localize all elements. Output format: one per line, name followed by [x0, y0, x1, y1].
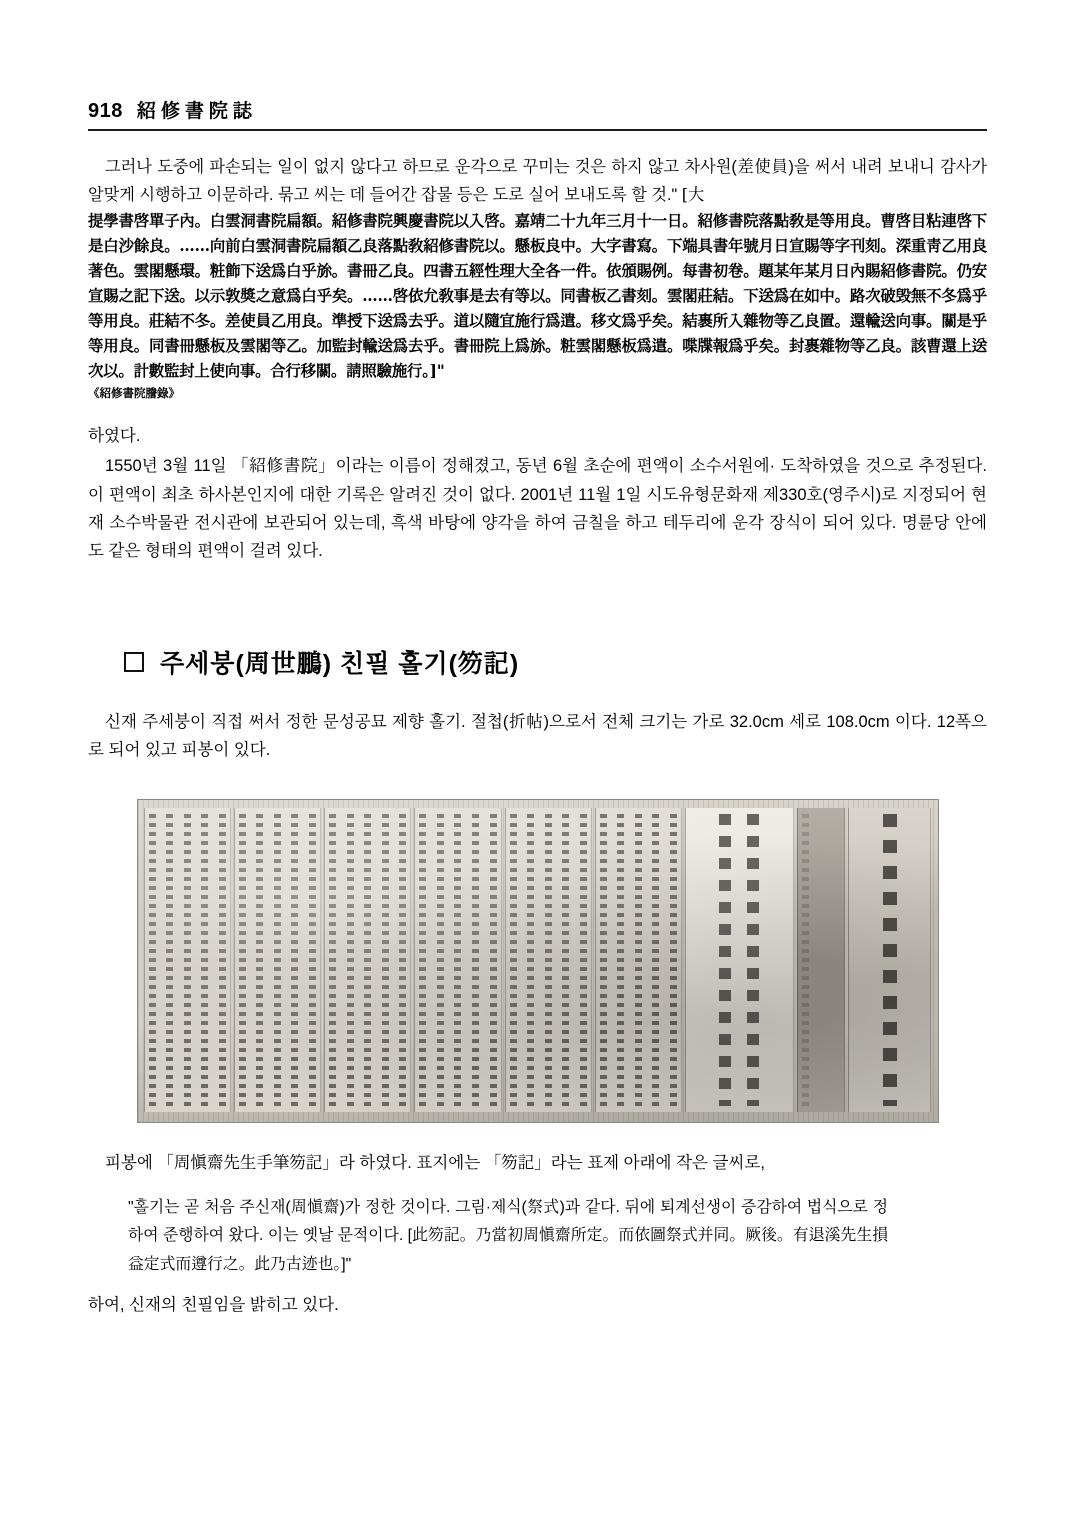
- quote-paragraph-text: 그러나 도중에 파손되는 일이 없지 않다고 하므로 운각으로 꾸미는 것은 하지 않고 차사원(差使員)을 써서 내려 보내니 감사가 알맞게 시행하고 이문하라. 묶고 씨는 데 들어간 잡물 등은 도로 실어 보내도록 할 것.": [88, 158, 987, 205]
- scroll-panel: [595, 808, 682, 1112]
- closing-line: 하여, 신재의 친필임을 밝히고 있다.: [88, 1295, 339, 1314]
- hanja-bracket-open: [大: [681, 185, 705, 205]
- scroll-panel: [234, 808, 321, 1112]
- scroll-panel: [505, 808, 592, 1112]
- paragraph-two: 1550년 3월 11일 「紹修書院」이라는 이름이 정해졌고, 동년 6월 초순에 편액이 소수서원에· 도착하였을 것으로 추정된다. 이 편액이 최초 하사본인지에 대한 기록은 알려진 것이 없다. 2001년 11월 1일 시도유형문화재 제330호(영주시)로 지정되어 현재 소수박물관 전시관에 보관되어 있는데, 흑색 바탕에 양각을 하여 금칠을 하고 테두리에 운각 장식이 되어 있다. 명륜당 안에도 같은 형태의 편액이 걸려 있다.: [88, 457, 987, 561]
- hanja-passage: 提學書啓單子內。白雲洞書院扁額。紹修書院興慶書院以入啓。嘉靖二十九年三月十一日。紹修書院落點敎是等用良。曹啓目粘連啓下是白沙餘良。……向前白雲洞書院扁額乙良落點敎紹修書院以。懸板良中。大字書寫。下端具書年號月日宣賜等字刊刻。深重靑乙用良著色。雲閣懸環。粧飾下送爲白乎旀。書冊乙良。四書五經性理大全各一件。依頒賜例。每書初卷。題某年某月日內賜紹修書院。仍安宣賜之記下送。以示敦奬之意爲白乎矣。……啓依允敎事是去有等以。同書板乙書刻。雲閣莊結。下送爲在如中。路次破毁無不冬爲乎等用良。莊結不冬。差使員乙用良。準授下送爲去乎。道以隨宜施行爲遣。移文爲乎矣。結裹所入雜物等乙良置。還輸送向事。關是乎等用良。同書冊懸板及雲閣等乙。加監封輸送爲去乎。書冊院上爲旀。粧雲閣懸板爲遣。喋牒報爲乎矣。封裹雜物等乙良。該曹還上送次以。計數監封上使向事。合行移關。請照驗施行。]": [88, 212, 987, 381]
- scroll-panel: [414, 808, 501, 1112]
- quote-paragraph: [88, 153, 987, 209]
- spacer: [88, 404, 987, 414]
- scroll-title-panel: [685, 808, 794, 1112]
- page-number: 918: [88, 100, 123, 122]
- joo-sebung-holgi-scroll-photo: [137, 799, 939, 1123]
- section-title: 주세붕(周世鵬) 친필 홀기(笏記): [160, 649, 520, 678]
- scroll-panels: [144, 808, 932, 1112]
- source-note: 《紹修書院謄錄》: [88, 386, 180, 401]
- after-figure-paragraph: 피봉에 「周愼齋先生手筆笏記」라 하였다. 표지에는 「笏記」라는 표제 아래에 작은 글씨로,: [105, 1154, 765, 1173]
- square-bullet-icon: [124, 652, 144, 672]
- scroll-cover-panel: [848, 808, 931, 1112]
- scroll-panel: [324, 808, 411, 1112]
- page-header: [88, 0, 987, 131]
- section-heading: [124, 644, 987, 680]
- main-text-block: [88, 153, 987, 404]
- cover-inscription-blockquote: "홀기는 곧 처음 주신재(周愼齋)가 정한 것이다. 그림·제식(祭式)과 같다. 뒤에 퇴계선생이 증감하여 법식으로 정하여 준행하여 왔다. 이는 옛날 문적이다. [此笏記。乃當初周愼齋所定。而依圖祭式并同。厥後。有退溪先生損益定式而遵行之。此乃古迹也。]": [128, 1199, 888, 1273]
- scroll-panel: [144, 808, 231, 1112]
- section-intro-paragraph: 신재 주세붕이 직접 써서 정한 문성공묘 제향 홀기. 절첩(折帖)으로서 전체 크기는 가로 32.0cm 세로 108.0cm 이다. 12폭으로 되어 있고 피봉이 있다.: [88, 712, 987, 760]
- scroll-blank-panel: [797, 808, 846, 1112]
- page-header-title: 紹修書院誌: [136, 101, 257, 122]
- after-quote-line: 하였다.: [88, 426, 141, 445]
